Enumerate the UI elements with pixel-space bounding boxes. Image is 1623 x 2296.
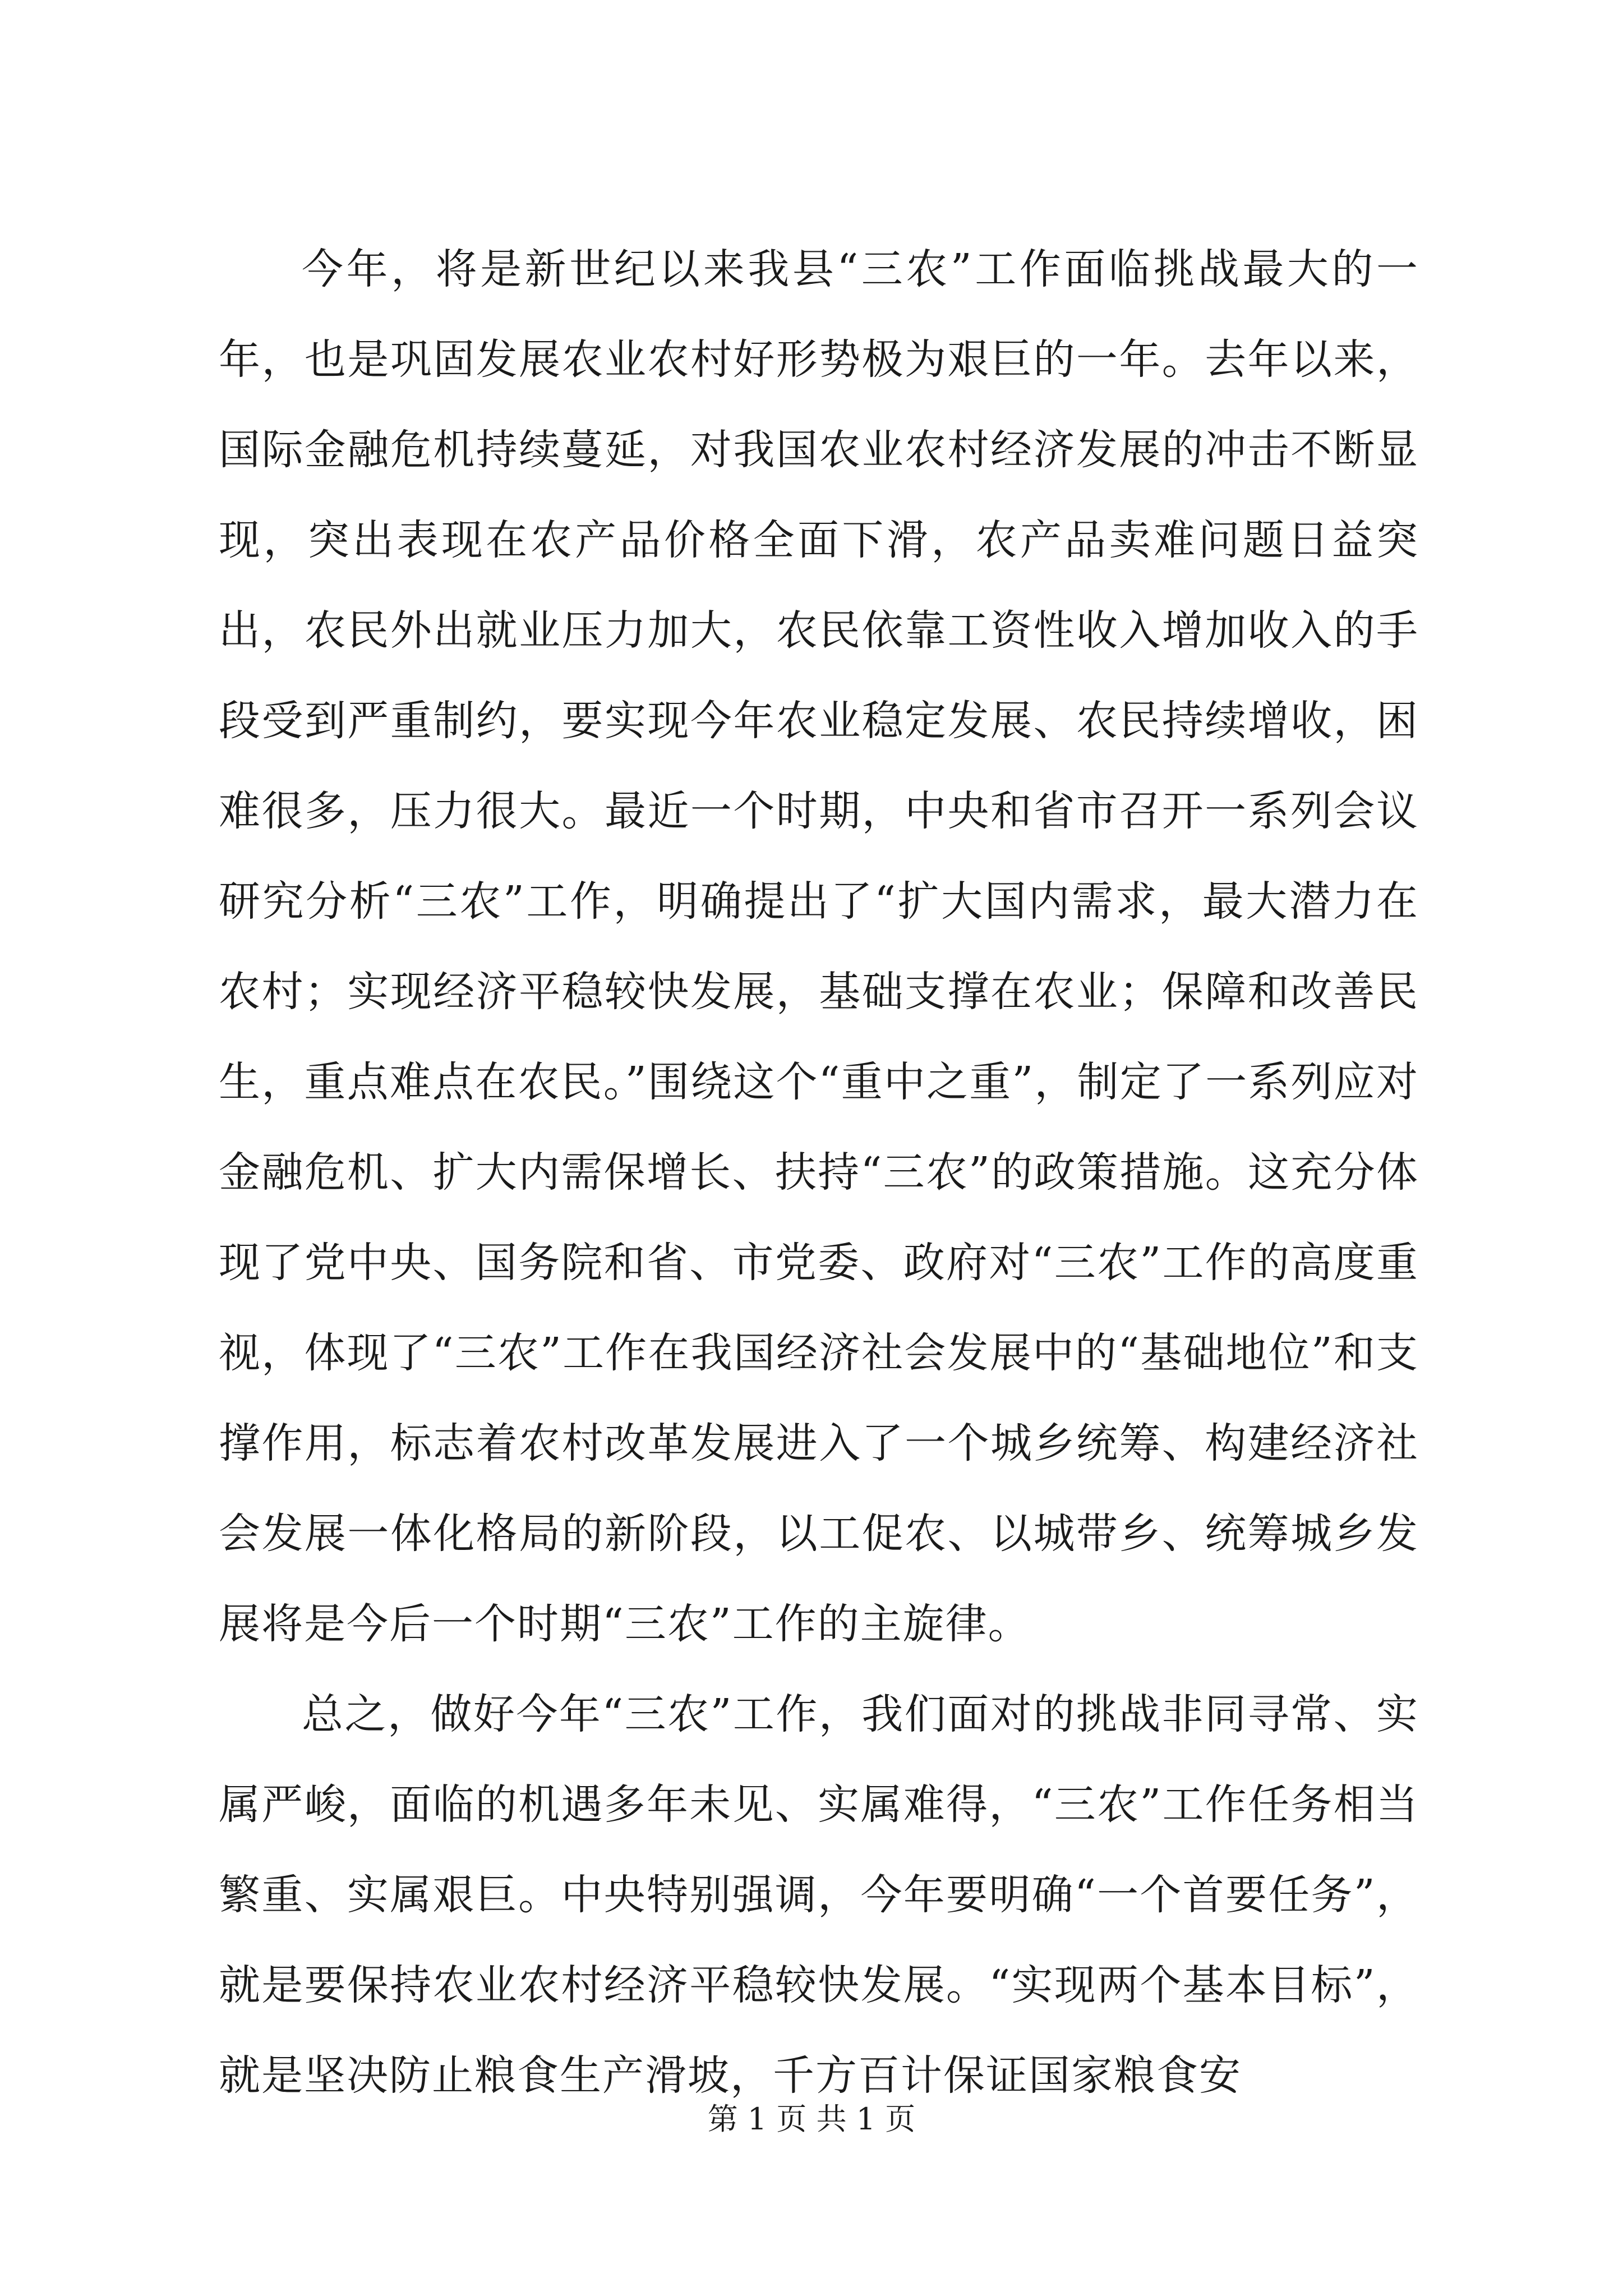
paragraph-1: 今年，将是新世纪以来我县“三农”工作面临挑战最大的一年，也是巩固发展农业农村好形势极为艰巨的一年。去年以来，国际金融危机持续蔓延，对我国农业农村经济发展的冲击不断显现，突出表现在农产品价格全面下滑，农产品卖难问题日益突出，农民外出就业压力加大，农民依靠工资性收入增加收入的手段受到严重制约，要实现今年农业稳定发展、农民持续增收，困难很多，压力很大。最近一个时期，中央和省市召开一系列会议研究分析“三农”工作，明确提出了“扩大国内需求，最大潜力在农村；实现经济平稳较快发展，基础支撑在农业；保障和改善民生，重点难点在农民。”围绕这个“重中之重”，制定了一系列应对金融危机、扩大内需保增长、扶持“三农”的政策措施。这充分体现了党中央、国务院和省、市党委、政府对“三农”工作的高度重视，体现了“三农”工作在我国经济社会发展中的“基础地位”和支撑作用，标志着农村改革发展进入了一个城乡统筹、构建经济社会发展一体化格局的新阶段，以工促农、以城带乡、统筹城乡发展将是今后一个时期“三农”工作的主旋律。 (219, 245, 1419, 1648)
document-body (219, 224, 1419, 2121)
paragraph-2: 总之，做好今年“三农”工作，我们面对的挑战非同寻常、实属严峻，面临的机遇多年未见、实属难得，“三农”工作任务相当繁重、实属艰巨。中央特别强调，今年要明确“一个首要任务”，就是要保持农业农村经济平稳较快发展。“实现两个基本目标”，就是坚决防止粮食生产滑坡，千方百计保证国家粮食安 (219, 1690, 1419, 2100)
page-number-footer: 第 1 页 共 1 页 (707, 2101, 916, 2137)
